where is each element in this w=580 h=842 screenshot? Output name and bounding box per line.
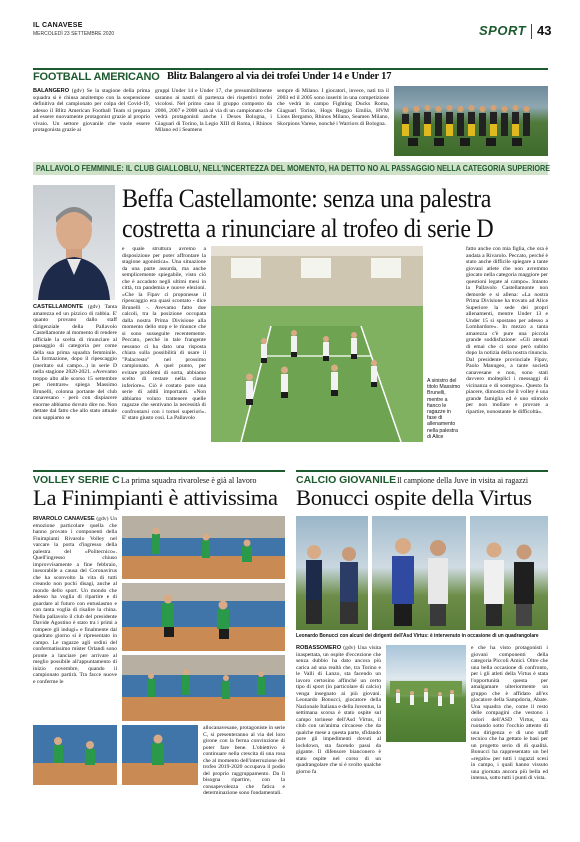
volley-f-col-1: CASTELLAMONTE (gdv) Tanta amarezza ed un pizzico di rabbia. E' quanto provano dallo staff dirigenziale della Pallavolo Castellamonte al momento di rendere ufficiale la scelta di rinunciare al passaggio di categoria per come della sua prima squadra femminile. La formazione, dopo il ripescaggio (meritato sul campo...) in serie D nella stagione 2020-2021. «Avevamo troppo alto alle scorso 15 settembre per rientrare» spiega Massimo Brunelli, colonna portante del club canavesano - però con dispiacere enorme abbiamo dovuto dire no. Non dettate dal fatto che allo stato attuale non sappiamo se [33, 304, 117, 421]
volley-c-col-2: allocanavesane, protagoniste in serie C, si presenteranno al via del loro girone con la ferma convinzione di poter fare bene. L'obiettivo è continuare nella crescita di una rosa che al momento dell'interruzione del trofeo 2019-2020 occupava il podio del proprio raggruppamento. Da lì bisogna ripartire, con la consapevolezza che fatica e determinazione sono fondamentali. [203, 725, 285, 796]
bonucci-photo-3 [470, 516, 548, 630]
calcio-top-rule [296, 470, 548, 472]
gym-illustration [211, 246, 423, 442]
bonucci-illustration-1 [296, 516, 368, 630]
volley-f-headline-2: costretta a rinunciare al trofeo di serie D [122, 213, 494, 243]
calcio-caption: Leonardo Bonucci con alcuni dei dirigenti dell'Asd Virtus: è intervenuto in occasione di un quadrangolare [296, 633, 539, 639]
volley-c-illustration-4 [33, 725, 117, 785]
volley-c-illustration-3 [122, 655, 285, 721]
page-number: 43 [537, 23, 552, 38]
volley-c-top-rule [33, 470, 285, 472]
volley-c-headline: La Finimpianti è attivissima [33, 485, 278, 510]
issue-date: MERCOLEDÌ 23 SETTEMBRE 2020 [33, 31, 115, 37]
volley-c-illustration-1 [122, 516, 285, 579]
calcio-kicker: CALCIO GIOVANILE [296, 474, 397, 486]
volley-f-headline-1: Beffa Castellamonte: senza una palestra [122, 183, 492, 213]
volley-f-col-2: e quale struttura avremo a disposizione per poter affrontare la stagione agonistica». Una situazione da una parte assurda, ma anche semplicemente spiegabile, visto ciò che è accaduto negli ultimi mesi in città, tra pandemia e nuove elezioni. «Che la Fipav ci proponesse il ripescaggio era quasi scontato - dice Brunelli -. Avevamo fatto due calcoli, tra la posizione occupata dalla nostra Prima Divisione alla momento dello stop e le rinunce che si sono susseguite recentemente. Peccato, perché in tale frangente nessuno ci ha dato una risposta chiara sulla possibilità di usare il "Palacresto" nel prossimo campionato. A quel punto, per evitare problemi di sorta, abbiamo scelto di restare nella classe inferiore». Ciò è costato pure una serie di addii importanti. «Non abbiamo voluto trattenere quelle ragazze che sentivano la necessità di confrontarsi con i tornei superiori». E' stato giusto così. La Pallavolo [122, 246, 206, 421]
volley-c-col-1: RIVAROLO CANAVESE (gdv) Un emozione particolare quella che hanno provato i componenti della Finimpianti Rivarolo Volley nel varcare la porta d'ingresso della palestra del «Politecnico». Quell'ingresso chiuso improvvisamente a fine febbraio, inesorabile a causa del Coronavirus che ha sconvolto la vita di tutti creando non pochi disagi, anche al mondo dello sport. Un mondo che adesso ha voglia di ripartire e di guardare al futuro con entusiasmo e con tanta voglia di risalire la china. Nella pallavolo il club del presidente Davide Agostino è stato tra i primi a rompere gli indugi» e finalmente dal quadrato giorno si è ripresentato in campo. Le ragazze agli ordini del confermatissimo mister Orlandi sono pronte a lanciare per arrivare al meglio possibile all'appuntamento di inizio novembre, quando il campionato partirà. Tra facce nuove e conferme le [33, 516, 117, 685]
volley-c-photo-5 [122, 725, 198, 785]
bonucci-illustration-3 [470, 516, 548, 630]
volley-c-lead: RIVAROLO CANAVESE [33, 516, 95, 522]
football-team-photo [394, 86, 548, 156]
bonucci-illustration-2 [372, 516, 466, 630]
calcio-field-illustration [386, 645, 466, 742]
calcio-subkicker: Il campione della Juve in visita ai ragazzi [397, 475, 529, 485]
football-headline: Blitz Balangero al via dei trofei Under 14 e Under 17 [167, 71, 392, 82]
calcio-col-1b [296, 742, 466, 807]
volley-f-training-photo [211, 246, 423, 442]
volley-c-subkicker: La prima squadra rivarolese è già al lavoro [121, 475, 257, 485]
masthead [33, 22, 552, 62]
volley-f-col-3: fatto anche con mia figlia, che ora è andata a Rivarolo. Peccato, perché è stato anche difficile spiegare a tante giovani atlete che non avremmo giocato nella categoria maggiore per questioni legate al campo». Intanto la Pallavolo Castellamonte non demorde e si allena: «La nostra Prima Divisione ha trovato ad Alice Superiore la sede dei propri allenamenti, mentre Under 13 e Under 15 si spostano per adesso a Lombardore». In mezzo a tanta amarezza c'è pure una piccola grande soddisfazione: «Gli atenati di emai che ci sono però subito dopo la notizia della nostra rinuncia. Dal presidente provinciale Fipav, Paolo Manugeo, a tante società canavesane e non, sono stati davvero molteplici i messaggi di vicinanza e di sostegno». Questo fa piacere, dimostra che il volley è una grande famiglia ed è uno stimolo per non mollare e provare a ripartire, nonostante le difficoltà». [466, 246, 548, 415]
bonucci-photo-2 [372, 516, 466, 630]
volley-c-illustration-2 [122, 583, 285, 651]
section-name: SPORT [479, 23, 527, 38]
calcio-headline: Bonucci ospite della Virtus [296, 485, 532, 510]
portrait-illustration [33, 185, 115, 300]
football-lead: BALANGERO [33, 88, 70, 94]
football-col-2: gruppi Under 14 e Under 17, che presumibilmente saranno ai nastri di partenza dei rispettivi trofei vicolosi. Nel primo caso il gruppo composto da 2006, 2007 e 2008 sarà al via di un campionato che vedrà protagonisti anche i Dexes Bologna, i Giaguari di Torino, la Legio XIII di Roma, i Rhinos Milano ed i Seamens [155, 88, 272, 133]
bonucci-photo-1 [296, 516, 368, 630]
football-col-3: sempre di Milano. I giocatori, invece, nati tra il 2003 ed il 2005 sono inseriti in una competizione che vedrà in campo Fighting Ducks Roma, Giaguari Torino, Hogs Reggio Emilia, HVM Lions Bergamo, Rhinos Milano, Seamen Milano, Skorpions Varese, nonché i Warriors di Bologna. [277, 88, 389, 127]
volley-c-photo-3 [122, 655, 285, 721]
section-divider [531, 24, 532, 39]
volley-c-photo-4 [33, 725, 117, 785]
football-kicker: FOOTBALL AMERICANO [33, 71, 160, 83]
calcio-col-1: ROBASSOMERO (gdv) Una visita inaspettata, un ospite d'eccezione che senza dubbio ha dato ancora più carica ad una realtà che, tra Torino e le Valli di Lanzo, sta facendo un lavoro certosino affinché un certo tipo di sport (in particolare di calcio) venga insegnato ai più giovani. Leonardo Bonucci, giocatore della Nazionale Italiana e della Juventus, la settimana scorsa è stato ospite sul campo torinese dell'Asd Virtus, il club con un'anima circacese che da qualche mese a questa parte, sfidando pure gli impedimenti dovuti al lockdown, sta facendo passi da gigante. Il difensore bianconero è stato ospite nel corso di un quadrangolare che si è svolto qualche giorno fa [296, 645, 381, 775]
calcio-lead: ROBASSOMERO [296, 645, 342, 651]
volley-c-kicker: VOLLEY SERIE C [33, 474, 120, 486]
brunelli-portrait [33, 185, 115, 300]
volley-c-illustration-5 [122, 725, 198, 785]
football-players-illustration [394, 86, 548, 156]
calcio-field-photo [386, 645, 466, 742]
paper-name: IL CANAVESE [33, 22, 83, 29]
volley-f-lead: CASTELLAMONTE [33, 304, 84, 310]
volley-c-photo-2 [122, 583, 285, 651]
volley-c-photo-1 [122, 516, 285, 579]
football-col-1: BALANGERO (gdv) Se la stagione della prima squadra si è chiusa anzitempo con la sospensione definitiva del campionato per colpa del Covid-19, adesso il Blitz American Football Team si prepara ad essere nuovamente protagonist grazie al proprio vivaio. Un settore giovanile che vuole essere protagonista grazie ai [33, 88, 150, 133]
calcio-col-2: e che ha visto protagonisti i giovani componenti della categoria Piccoli Amici. Oltre che una bella occasione di confronto, per i gli atleti della Virtus è stata l'opportunità questa per amalgamare ulteriormente un gruppo che è affidato all'ex giocatore della Sampdoria, Abate. Una squadra che, come il resto delle compagini che vestono i colori dell'ASD Virtus, sta ruotando sotto l'occhio attento di una dirigenza e di uno staff tecnico che ha gettato le basi per un progetto serio di di qualità. Bonucci ha rappresentato un bel «regalo» per tutti i ragazzi scesi in campo, i quali hanno vissuto una giornata ancora più bella ed intensa, sotto tutti i punti di vista. [471, 645, 548, 781]
volley-f-kicker: PALLAVOLO FEMMINILE: IL CLUB GIALLOBLU, NELL'INCERTEZZA DEL MOMENTO, HA DETTO NO AL PASSAGGIO NELLA CATEGORIA SUPERIORE [36, 164, 551, 173]
football-top-rule [33, 68, 548, 70]
volley-f-caption: A sinistro del titolo Massimo Brunelli, mentre a fianco le ragazze in fase di allenamento nella palestra di Alice [427, 378, 461, 440]
